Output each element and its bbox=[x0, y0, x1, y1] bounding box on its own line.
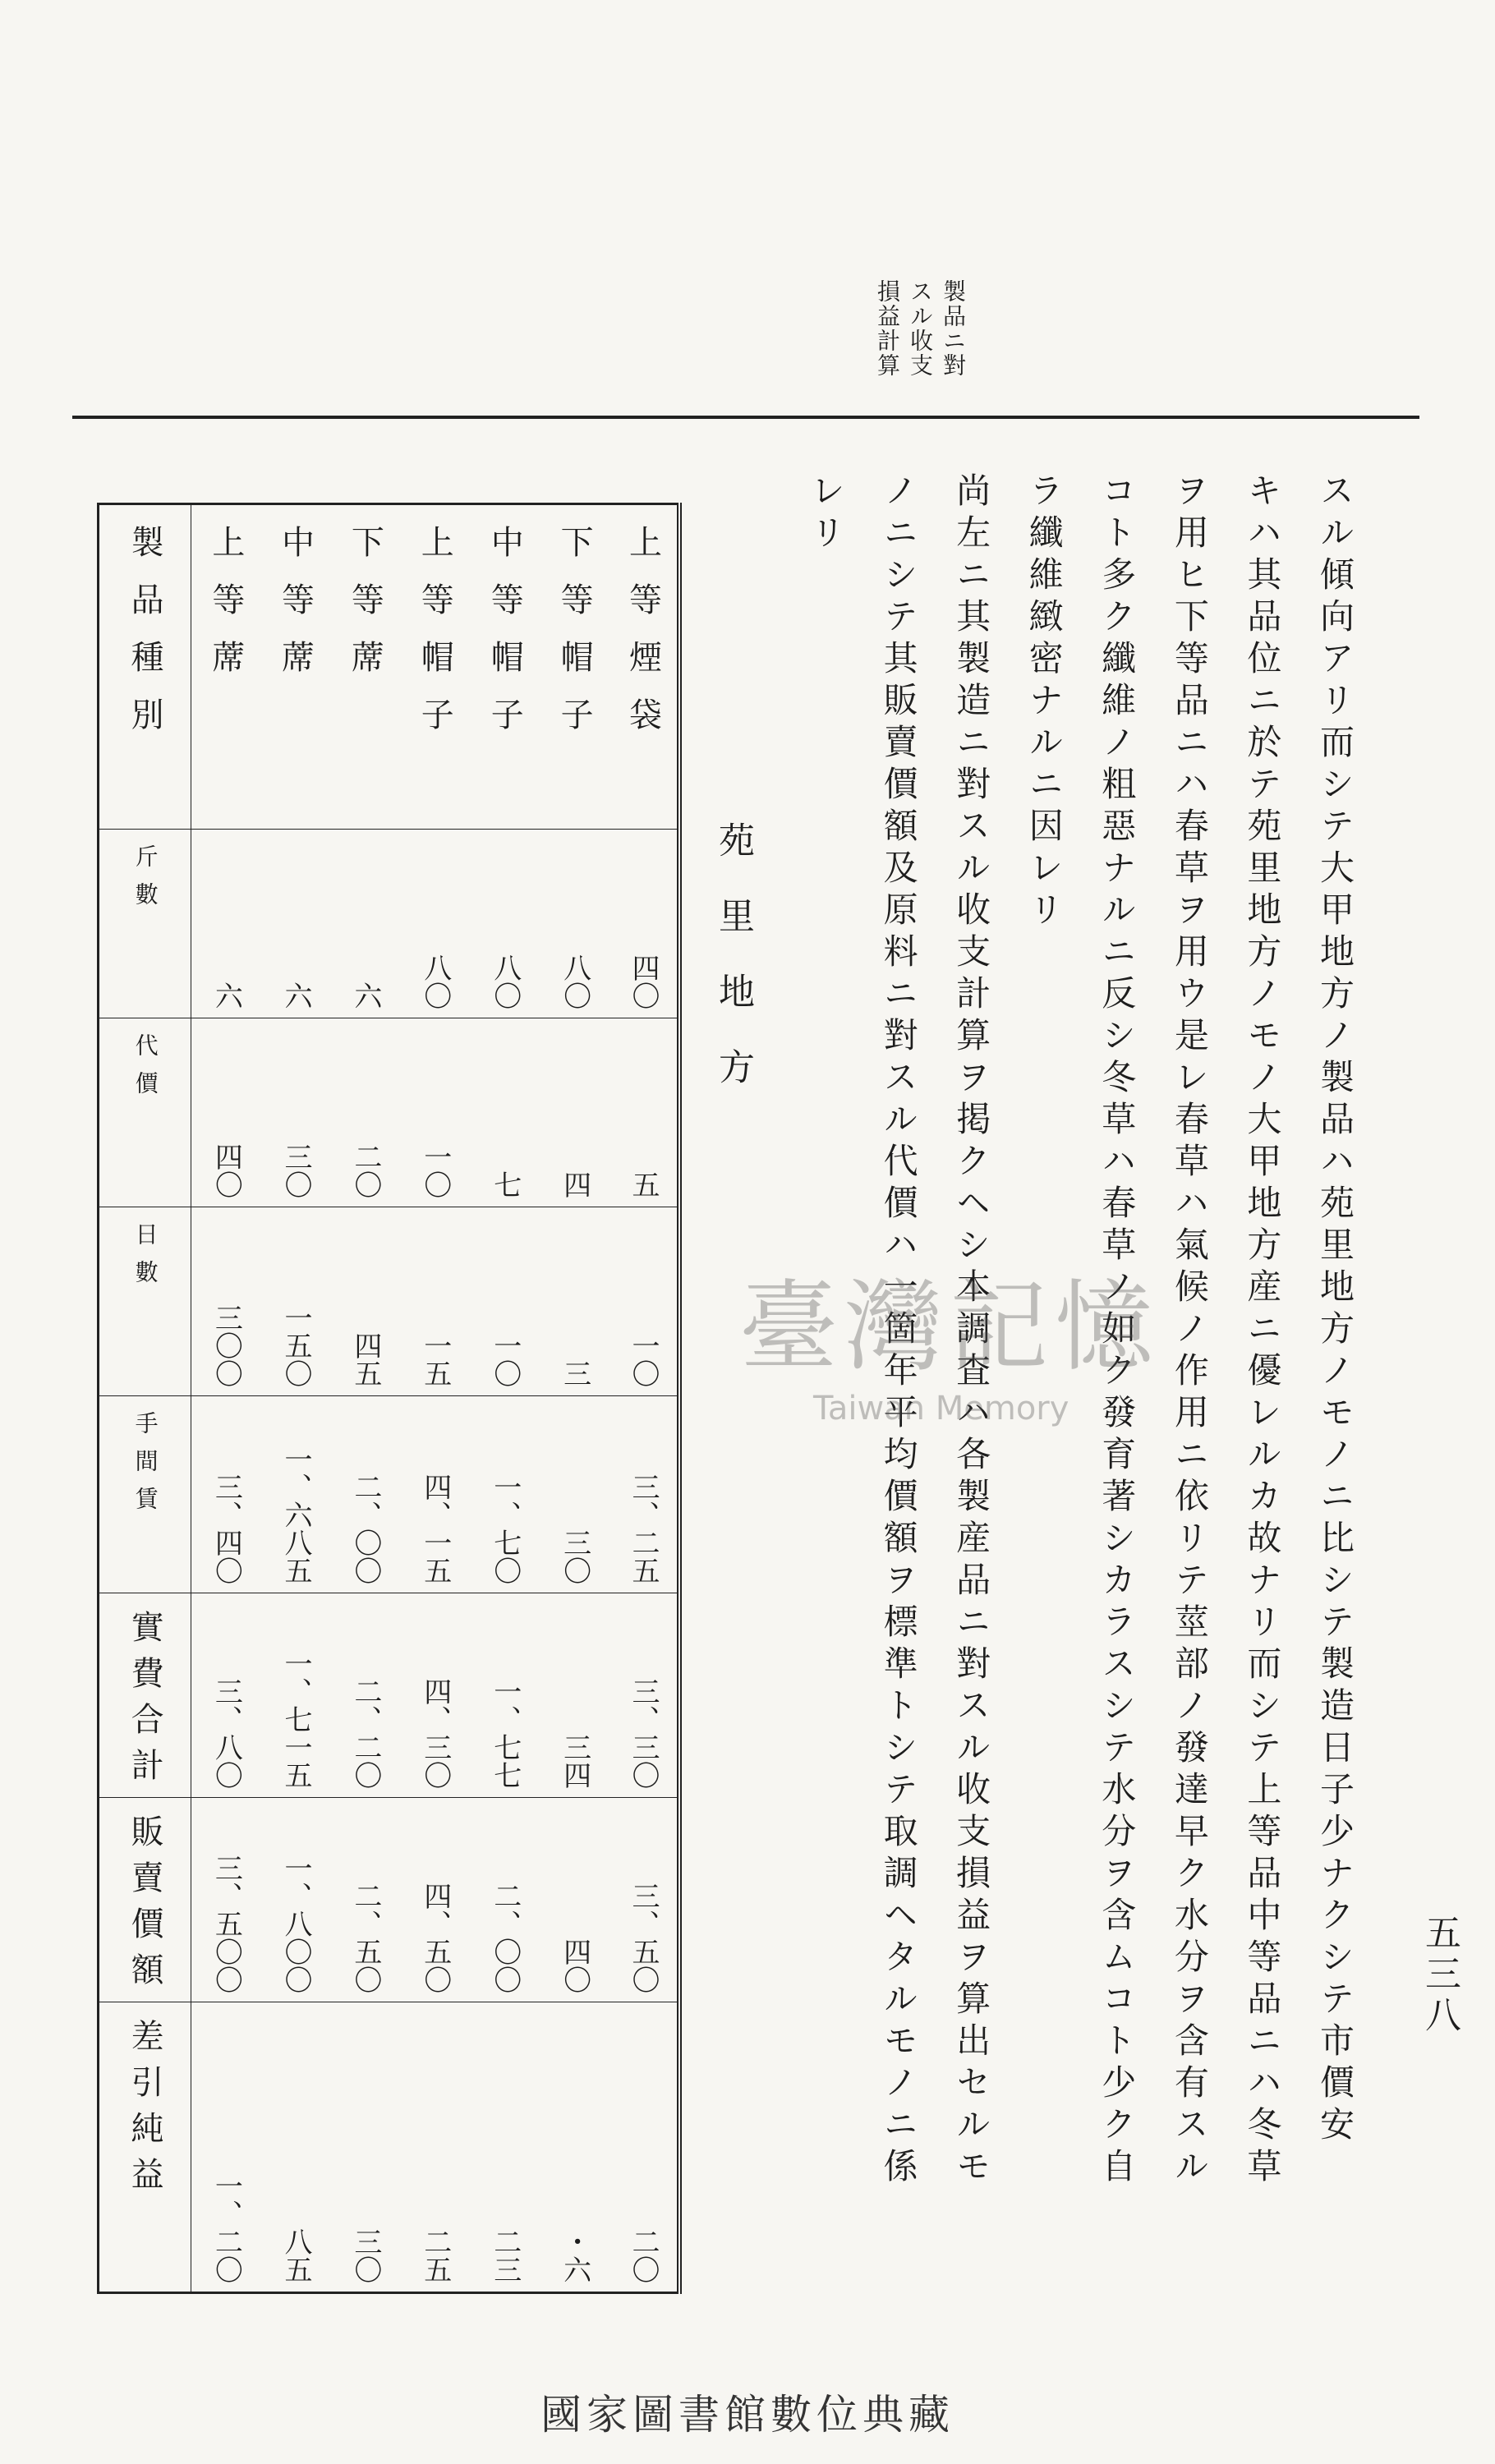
header-net: 差引純益 bbox=[99, 2002, 191, 2293]
net-cell: 一、二〇 bbox=[191, 2002, 261, 2293]
net-cell: 三〇 bbox=[330, 2002, 400, 2293]
watermark-text-en: Taiwan Memory bbox=[813, 1390, 1070, 1427]
sales-cell: 三、五〇 bbox=[610, 1798, 679, 2002]
page-number: 五三八 bbox=[1419, 1914, 1460, 2037]
header-total: 實費合計 bbox=[99, 1593, 191, 1798]
net-cell: 八五 bbox=[261, 2002, 331, 2293]
days-cell: 三〇〇 bbox=[191, 1207, 261, 1396]
sales-cell: 三、五〇〇 bbox=[191, 1798, 261, 2002]
qty-cell: 八〇 bbox=[470, 830, 540, 1018]
side-caption-line: 損益計算 bbox=[874, 279, 901, 378]
sales-cell: 二、五〇 bbox=[330, 1798, 400, 2002]
name-cell: 中等蓆 bbox=[261, 504, 331, 830]
header-material-qty: 斤數 bbox=[99, 830, 191, 1018]
name-cell: 下等帽子 bbox=[540, 504, 610, 830]
side-caption bbox=[872, 279, 968, 402]
wage-cell: 四、一五 bbox=[400, 1396, 470, 1593]
qty-cell: 八〇 bbox=[400, 830, 470, 1018]
body-column: ノニシテ其販賣價額及原料ニ對スル代價ハ一箇年平均價額ヲ標準トシテ取調ヘタルモノニ係 bbox=[878, 472, 919, 2190]
header-rule bbox=[72, 416, 1419, 419]
price-cell: 五 bbox=[610, 1018, 679, 1207]
total-cell: 四、三〇 bbox=[400, 1593, 470, 1798]
price-cell: 二〇 bbox=[330, 1018, 400, 1207]
price-cell: 四 bbox=[540, 1018, 610, 1207]
net-cell: 二〇 bbox=[610, 2002, 679, 2293]
days-cell: 一五〇 bbox=[261, 1207, 331, 1396]
header-labor-wage: 手間賃 bbox=[99, 1396, 191, 1593]
total-cell: 二、二〇 bbox=[330, 1593, 400, 1798]
qty-cell: 六 bbox=[261, 830, 331, 1018]
days-cell: 一五 bbox=[400, 1207, 470, 1396]
watermark bbox=[739, 1248, 1265, 1429]
header-material-price: 代價 bbox=[99, 1018, 191, 1207]
qty-cell: 六 bbox=[191, 830, 261, 1018]
total-cell: 一、七七 bbox=[470, 1593, 540, 1798]
body-column: ヲ用ヒ下等品ニハ春草ヲ用ウ是レ春草ハ氣候ノ作用ニ依リテ莖部ノ發達早ク水分ヲ含有スル bbox=[1169, 472, 1210, 2190]
header-labor-days: 日數 bbox=[99, 1207, 191, 1396]
price-cell: 四〇 bbox=[191, 1018, 261, 1207]
header-product: 製品種別 bbox=[99, 504, 191, 830]
name-cell: 上等帽子 bbox=[400, 504, 470, 830]
body-column: レリ bbox=[806, 472, 846, 556]
price-cell: 七 bbox=[470, 1018, 540, 1207]
net-cell: 二五 bbox=[400, 2002, 470, 2293]
net-cell: ・六 bbox=[540, 2002, 610, 2293]
body-column: キハ其品位ニ於テ苑里地方ノモノ大甲地方産ニ優レルカ故ナリ而シテ上等品中等品ニハ冬草 bbox=[1242, 472, 1283, 2190]
wage-cell: 三、二五 bbox=[610, 1396, 679, 1593]
qty-cell: 八〇 bbox=[540, 830, 610, 1018]
body-column: コト多ク纖維ノ粗惡ナルニ反シ冬草ハ春草ノ如ク發育著シカラスシテ水分ヲ含ムコト少ク自 bbox=[1097, 472, 1138, 2190]
qty-cell: 四〇 bbox=[610, 830, 679, 1018]
sales-cell: 四〇 bbox=[540, 1798, 610, 2002]
wage-cell: 三、四〇 bbox=[191, 1396, 261, 1593]
watermark-text-cn: 臺灣記憶 bbox=[739, 1271, 1160, 1385]
wage-cell: 一、六八五 bbox=[261, 1396, 331, 1593]
days-cell: 一〇 bbox=[470, 1207, 540, 1396]
total-cell: 一、七一五 bbox=[261, 1593, 331, 1798]
wage-cell: 二、〇〇 bbox=[330, 1396, 400, 1593]
footer-caption: 國家圖書館數位典藏 bbox=[540, 2391, 954, 2439]
sales-cell: 一、八〇〇 bbox=[261, 1798, 331, 2002]
side-caption-line: 製品ニ對 bbox=[940, 279, 967, 378]
total-cell: 三四 bbox=[540, 1593, 610, 1798]
price-cell: 三〇 bbox=[261, 1018, 331, 1207]
sales-cell: 二、〇〇 bbox=[470, 1798, 540, 2002]
total-cell: 三、三〇 bbox=[610, 1593, 679, 1798]
name-cell: 上等煙袋 bbox=[610, 504, 679, 830]
price-cell: 一〇 bbox=[400, 1018, 470, 1207]
net-cell: 二三 bbox=[470, 2002, 540, 2293]
wage-cell: 三〇 bbox=[540, 1396, 610, 1593]
qty-cell: 六 bbox=[330, 830, 400, 1018]
name-cell: 中等帽子 bbox=[470, 504, 540, 830]
total-cell: 三、八〇 bbox=[191, 1593, 261, 1798]
sales-cell: 四、五〇 bbox=[400, 1798, 470, 2002]
header-sales: 販賣價額 bbox=[99, 1798, 191, 2002]
body-column: スル傾向アリ而シテ大甲地方ノ製品ハ苑里地方ノモノニ比シテ製造日子少ナクシテ市價安 bbox=[1314, 472, 1355, 2148]
product-table bbox=[97, 503, 682, 2294]
name-cell: 下等蓆 bbox=[330, 504, 400, 830]
body-column: 尚左ニ其製造ニ對スル收支計算ヲ掲クヘシ本調査ハ各製産品ニ對スル收支損益ヲ算出セルモ bbox=[951, 472, 992, 2190]
days-cell: 四五 bbox=[330, 1207, 400, 1396]
days-cell: 一〇 bbox=[610, 1207, 679, 1396]
days-cell: 三 bbox=[540, 1207, 610, 1396]
name-cell: 上等蓆 bbox=[191, 504, 261, 830]
body-column: ラ纖維緻密ナルニ因レリ bbox=[1024, 472, 1065, 933]
section-title: 苑里地方 bbox=[712, 821, 754, 1124]
wage-cell: 一、七〇 bbox=[470, 1396, 540, 1593]
side-caption-line: スル收支 bbox=[907, 279, 934, 378]
